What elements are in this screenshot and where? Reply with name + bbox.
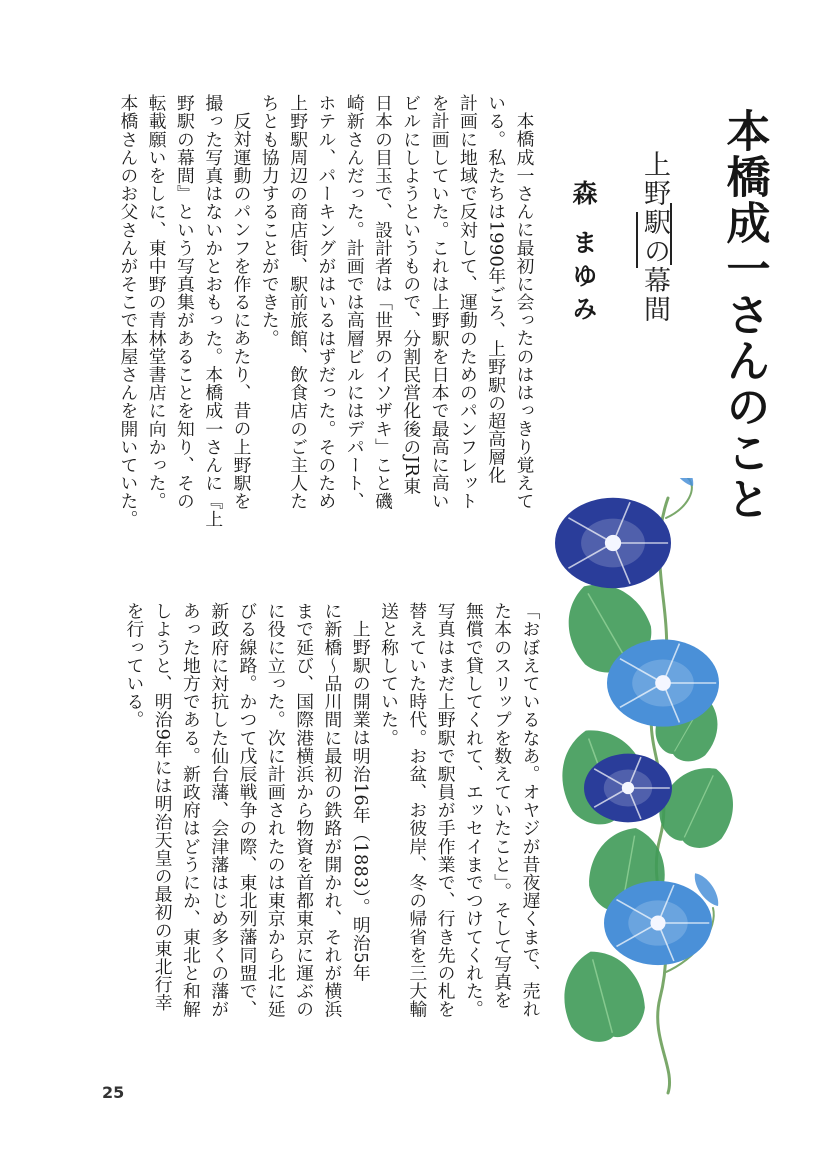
morning-glory-bud <box>665 478 699 490</box>
body-line: 野駅の幕間』という写真集があることを知り、その <box>174 94 196 511</box>
body-line: 崎新さんだった。計画では高層ビルにはデパート、 <box>344 94 366 511</box>
body-line: ビルにしようというもので、分割民営化後のJR東 <box>400 94 422 496</box>
body-line: 本橋さんのお父さんがそこで本屋さんを開いていた。 <box>117 94 139 529</box>
body-line: 撮った写真はないかとおもった。本橋成一さんに『上 <box>202 94 224 529</box>
morning-glory-flower <box>604 881 712 965</box>
body-line: 「おぼえているなあ。オヤジが昔夜遅くまで、売れ <box>520 602 541 1019</box>
subtitle-dash-start <box>670 203 672 265</box>
body-line: を計画していた。これは上野駅を日本で最高に高い <box>429 94 451 511</box>
body-paragraph <box>114 94 255 558</box>
body-line: 替えていた時代。お盆、お彼岸、冬の帰省を三大輸 <box>406 602 428 1019</box>
body-line: 本橋成一さんに最初に会ったのははっきり覚えて <box>514 111 535 510</box>
body-line: 反対運動のパンフを作るにあたり、昔の上野駅を <box>231 111 253 510</box>
body-line: た本のスリップを数えていたこと」。そして写真を <box>491 602 513 1010</box>
body-line: ホテル、パーキングがはいるはずだった。そのため <box>315 94 337 511</box>
body-line: に新橋～品川間に最初の鉄路が開かれ、それが横浜 <box>321 602 343 1019</box>
body-line: しようと、明治9年には明治天皇の最初の東北行幸 <box>152 602 174 1012</box>
morning-glory-flower <box>555 498 671 588</box>
body-paragraph <box>255 94 538 558</box>
article-title: 本橋成一さんのこと <box>718 108 770 522</box>
body-line: 日本の目玉で、設計者は「世界のイソザキ」こと磯 <box>372 94 394 511</box>
morning-glory-flower <box>607 639 719 726</box>
body-paragraph <box>120 602 375 1070</box>
page-number: 25 <box>102 1083 125 1102</box>
body-line: 無償で貸してくれて、エッセイまでつけてくれた。 <box>463 602 485 1019</box>
body-paragraph <box>374 602 544 1070</box>
body-line: 計画に地域で反対して、運動のためのパンフレット <box>457 94 479 511</box>
subtitle-dash-end <box>636 212 638 268</box>
body-line: いる。私たちは1990年ごろ、上野駅の超高層化 <box>485 94 507 485</box>
body-line: を行っている。 <box>123 602 145 729</box>
body-line: に役に立った。次に計画されたのは東京から北に延 <box>265 602 287 1019</box>
body-line: ちとも協力することができた。 <box>259 94 281 348</box>
morning-glory-flower <box>584 754 672 823</box>
body-column-bottom <box>78 602 544 1070</box>
body-line: びる線路。かつて戊辰戦争の際、東北列藩同盟で、 <box>237 602 259 1019</box>
body-line: まで延び、国際港横浜から物資を首都東京に運ぶの <box>293 602 315 1019</box>
author-name: 森 まゆみ <box>569 180 598 329</box>
subtitle-text: 上野駅の幕間 <box>639 150 670 324</box>
body-line: 送と称していた。 <box>378 602 400 747</box>
body-line: 転載願いをしに、東中野の青林堂書店に向かった。 <box>146 94 168 511</box>
body-line: あった地方である。新政府はどうにか、東北と和解 <box>180 602 202 1019</box>
morning-glory-illustration <box>548 478 738 1098</box>
body-line: 新政府に対抗した仙台藩、会津藩はじめ多くの藩が <box>208 602 230 1019</box>
body-line: 上野駅の開業は明治16年（1883）。明治5年 <box>350 619 372 982</box>
body-column-top <box>78 94 538 558</box>
body-line: 上野駅周辺の商店街、駅前旅館、飲食店のご主人た <box>287 94 309 511</box>
body-line: 写真はまだ上野駅で駅員が手作業で、行き先の札を <box>435 602 457 1019</box>
article-subtitle <box>636 150 672 324</box>
